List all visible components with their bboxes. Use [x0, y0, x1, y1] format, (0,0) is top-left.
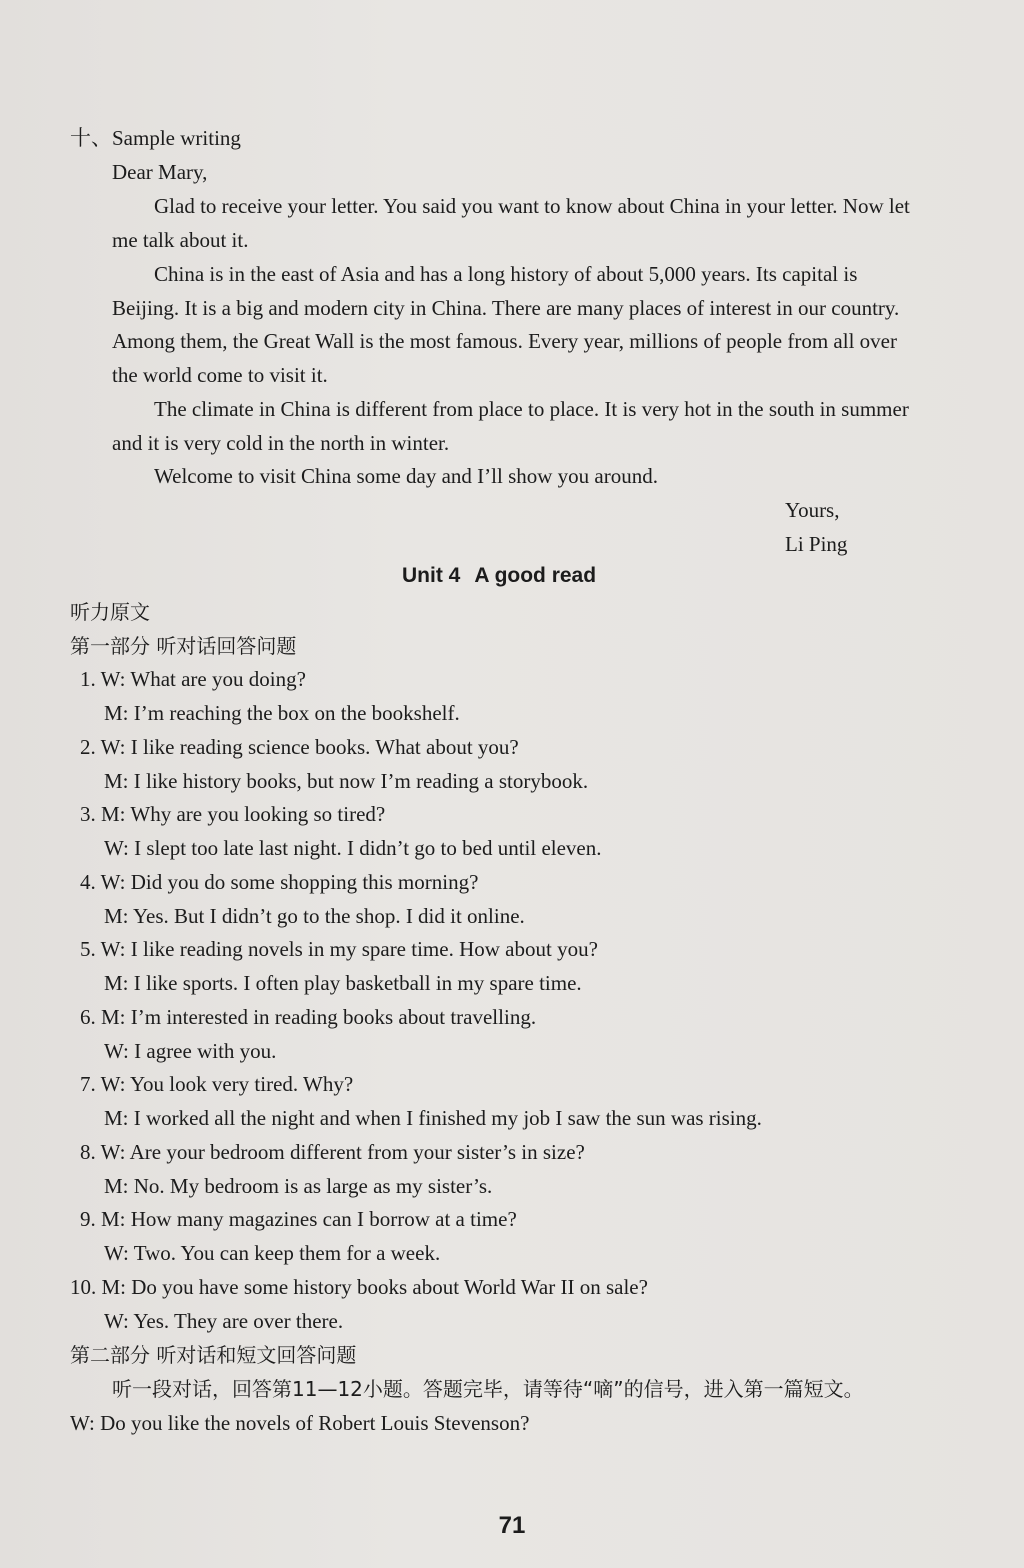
part-heading: 第二部分 听对话和短文回答问题: [70, 1343, 357, 1367]
letter-signature: Li Ping: [785, 532, 848, 556]
letter-line: China is in the east of Asia and has a long history of about 5,000 years. Its capital is: [154, 262, 858, 286]
letter-line: Among them, the Great Wall is the most famous. Every year, millions of people from all over: [112, 329, 897, 353]
dialogue-question: 4. W: Did you do some shopping this morning?: [80, 870, 479, 894]
letter-line: and it is very cold in the north in winter.: [112, 431, 450, 455]
dialogue-question: 3. M: Why are you looking so tired?: [80, 802, 386, 826]
dialogue-answer: W: I agree with you.: [104, 1039, 277, 1063]
letter-line: The climate in China is different from place to place. It is very hot in the south in summer: [154, 397, 909, 421]
dialogue-answer: W: Yes. They are over there.: [104, 1309, 344, 1333]
letter-closing: Yours,: [785, 498, 840, 522]
letter-line: Welcome to visit China some day and I’ll show you around.: [154, 464, 658, 488]
dialogue-answer: M: No. My bedroom is as large as my sister’s.: [104, 1174, 493, 1198]
letter-line: Beijing. It is a big and modern city in China. There are many places of interest in our country.: [112, 296, 900, 320]
dialogue-question: 10. M: Do you have some history books about World War II on sale?: [70, 1275, 648, 1299]
dialogue-answer: M: I’m reaching the box on the bookshelf.: [104, 701, 460, 725]
dialogue-answer: M: I like sports. I often play basketball in my spare time.: [104, 971, 582, 995]
unit-label: Unit 4: [402, 564, 461, 587]
listening-heading: 听力原文: [70, 600, 150, 624]
dialogue-answer: W: Two. You can keep them for a week.: [104, 1241, 441, 1265]
dialogue-question: 5. W: I like reading novels in my spare time. How about you?: [80, 937, 598, 961]
unit-name: A good read: [474, 564, 597, 587]
dialogue-answer: M: Yes. But I didn’t go to the shop. I did it online.: [104, 904, 525, 928]
dialogue-question: 8. W: Are your bedroom different from your sister’s in size?: [80, 1140, 585, 1164]
section-heading: 十、Sample writing: [70, 126, 241, 150]
part-heading: 第一部分 听对话回答问题: [70, 634, 297, 658]
dialogue-question: 1. W: What are you doing?: [80, 667, 306, 691]
unit-title: [402, 564, 596, 588]
dialogue-question: 6. M: I’m interested in reading books about travelling.: [80, 1005, 537, 1029]
dialogue-answer: W: I slept too late last night. I didn’t go to bed until eleven.: [104, 836, 602, 860]
dialogue-answer: M: I like history books, but now I’m reading a storybook.: [104, 769, 589, 793]
dialogue-line: W: Do you like the novels of Robert Louis Stevenson?: [70, 1411, 530, 1435]
letter-line: Glad to receive your letter. You said you want to know about China in your letter. Now let: [154, 194, 910, 218]
letter-line: the world come to visit it.: [112, 363, 328, 387]
instruction-text: 听一段对话，回答第11—12小题。答题完毕，请等待“嘀”的信号，进入第一篇短文。: [112, 1377, 864, 1401]
dialogue-answer: M: I worked all the night and when I finished my job I saw the sun was rising.: [104, 1106, 762, 1130]
dialogue-question: 7. W: You look very tired. Why?: [80, 1072, 354, 1096]
dialogue-question: 9. M: How many magazines can I borrow at a time?: [80, 1207, 517, 1231]
letter-line: me talk about it.: [112, 228, 249, 252]
page-number: 71: [498, 1512, 526, 1539]
dialogue-question: 2. W: I like reading science books. What about you?: [80, 735, 519, 759]
letter-salutation: Dear Mary,: [112, 160, 208, 184]
